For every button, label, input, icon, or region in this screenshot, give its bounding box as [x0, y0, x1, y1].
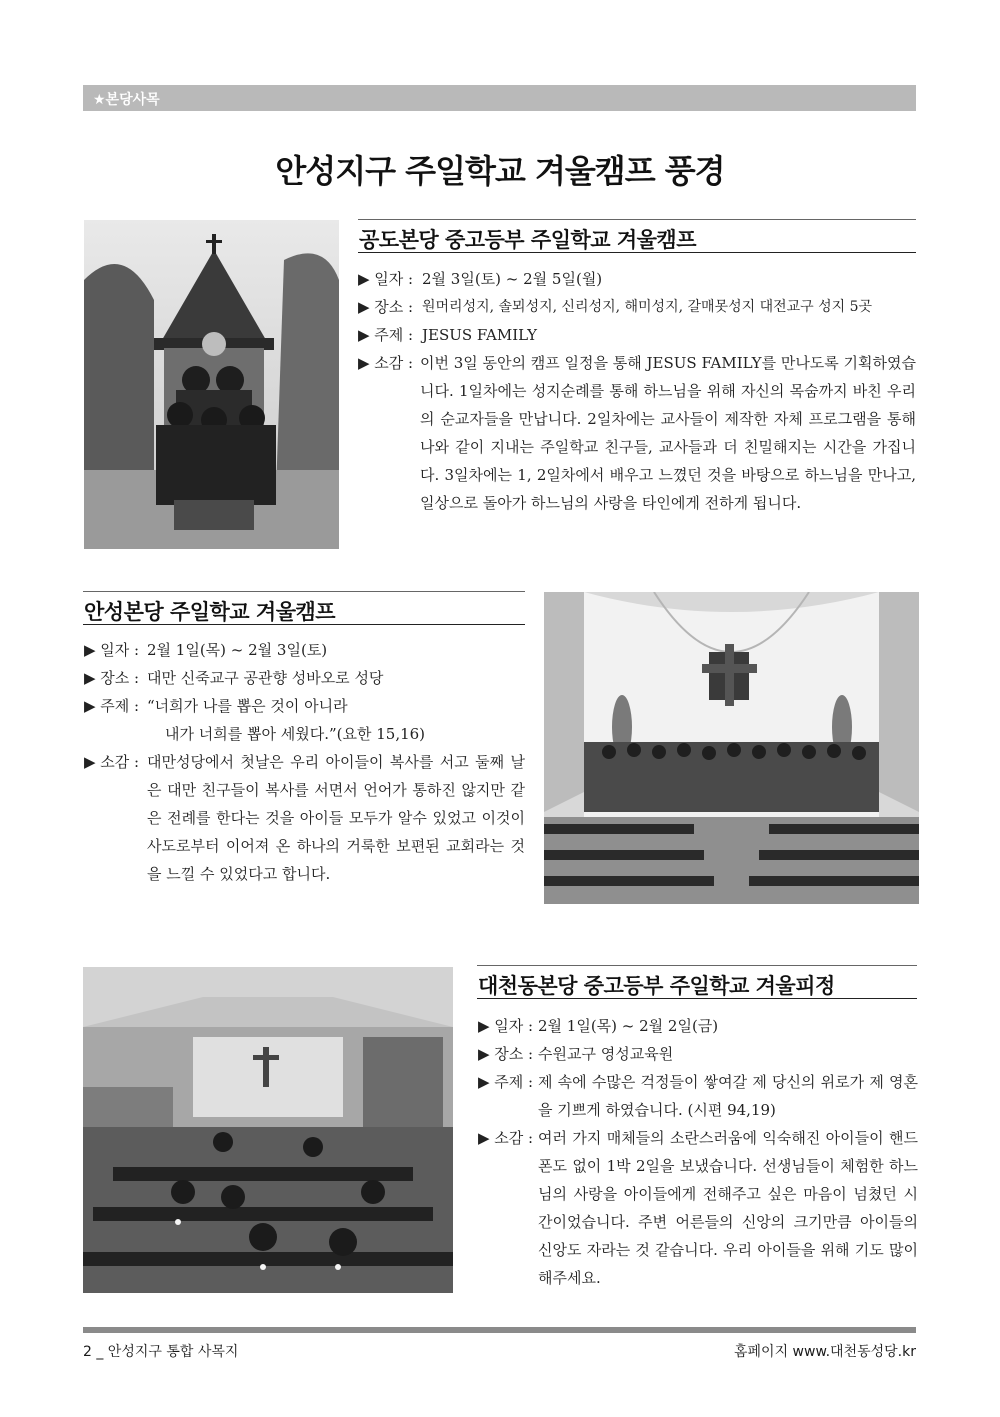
- footer-bar: [83, 1327, 916, 1333]
- photo-taiwan-church: [544, 592, 919, 904]
- gongdo-date: ▶ 일자 : 2월 3일(토) ~ 2월 5일(월): [358, 270, 603, 288]
- section-header-bar: [83, 85, 916, 111]
- section-top-rule: [477, 965, 917, 966]
- anseong-place: ▶ 장소 : 대만 신죽교구 공관향 성바오로 성당: [84, 669, 384, 687]
- section-underline: [83, 624, 525, 625]
- section-underline: [477, 998, 917, 999]
- section-title-gongdo: 공도본당 중고등부 주일학교 겨울캠프: [359, 228, 697, 252]
- gongdo-impression: ▶ 소감 : 이번 3일 동안의 캠프 일정을 통해 JESUS FAMILY를 만나도록 기획하였습니다. 1일차에는 성지순례를 통해 하느님을 위해 자신의 목숨까지 바친 우리의 순교자들을 만납니다. 2일차에는 교사들이 제작한 자체 프로그램을 통해 나와 같이 지내는 주일학교 친구들, 교사들과 더 친밀해지는 시간을 가집니다. 3일차에는 1, 2일차에서 배우고 느꼈던 것을 바탕으로 하느님을 만나고, 일상으로 돌아가 하느님의 사랑을 타인에게 전하게 됩니다.: [358, 354, 917, 512]
- section-top-rule: [358, 219, 916, 220]
- footer-page-label: 2 _ 안성지구 통합 사목지: [83, 1344, 239, 1360]
- anseong-date: ▶ 일자 : 2월 1일(목) ~ 2월 3일(토): [84, 641, 328, 659]
- footer-homepage-link[interactable]: 홈페이지 www.대천동성당.kr: [734, 1344, 916, 1360]
- section-title-daecheondong: 대천동본당 중고등부 주일학교 겨울피정: [478, 974, 835, 998]
- gongdo-place: ▶ 장소 : 원머리성지, 솔뫼성지, 신리성지, 해미성지, 갈매못성지 대전교구 성지 5곳: [358, 298, 873, 316]
- section-tag: ★본당사목: [93, 92, 160, 108]
- photo-retreat-chapel: [83, 967, 453, 1293]
- daecheondong-date: ▶ 일자 : 2월 1일(목) ~ 2월 2일(금): [478, 1017, 719, 1035]
- daecheondong-place: ▶ 장소 : 수원교구 영성교육원: [478, 1045, 674, 1063]
- page-title: 안성지구 주일학교 겨울캠프 풍경: [275, 152, 725, 190]
- section-underline: [358, 252, 916, 253]
- anseong-theme: ▶ 주제 : “너희가 나를 뽑은 것이 아니라 내가 너희를 뽑아 세웠다.”(요한 15,16): [84, 697, 426, 743]
- daecheondong-theme: ▶ 주제 : 제 속에 수많은 걱정들이 쌓여갈 제 당신의 위로가 제 영혼을 기쁘게 하였습니다. (시편 94,19): [478, 1073, 918, 1119]
- anseong-impression: ▶ 소감 : 대만성당에서 첫날은 우리 아이들이 복사를 서고 둘째 날은 대만 친구들이 복사를 서면서 언어가 통하진 않지만 같은 전례를 한다는 것을 아이들 모두가 알수 있었고 이것이 사도로부터 이어져 온 하나의 거룩한 보편된 교회라는 것을 느낄 수 있었다고 합니다.: [84, 753, 525, 883]
- gongdo-theme: ▶ 주제 : JESUS FAMILY: [358, 326, 538, 344]
- photo-gongdo-chapel: [84, 220, 339, 549]
- section-top-rule: [83, 591, 525, 592]
- section-title-anseong: 안성본당 주일학교 겨울캠프: [84, 600, 336, 624]
- daecheondong-impression: ▶ 소감 : 여러 가지 매체들의 소란스러움에 익숙해진 아이들이 핸드폰도 없이 1박 2일을 보냈습니다. 선생님들이 체험한 하느님의 사랑을 아이들에게 전해주고 싶은 마음이 넘쳤던 시간이었습니다. 주변 어른들의 신앙의 크기만큼 아이들의 신앙도 자라는 것 같습니다. 우리 아이들을 위해 기도 많이 해주세요.: [478, 1129, 918, 1287]
